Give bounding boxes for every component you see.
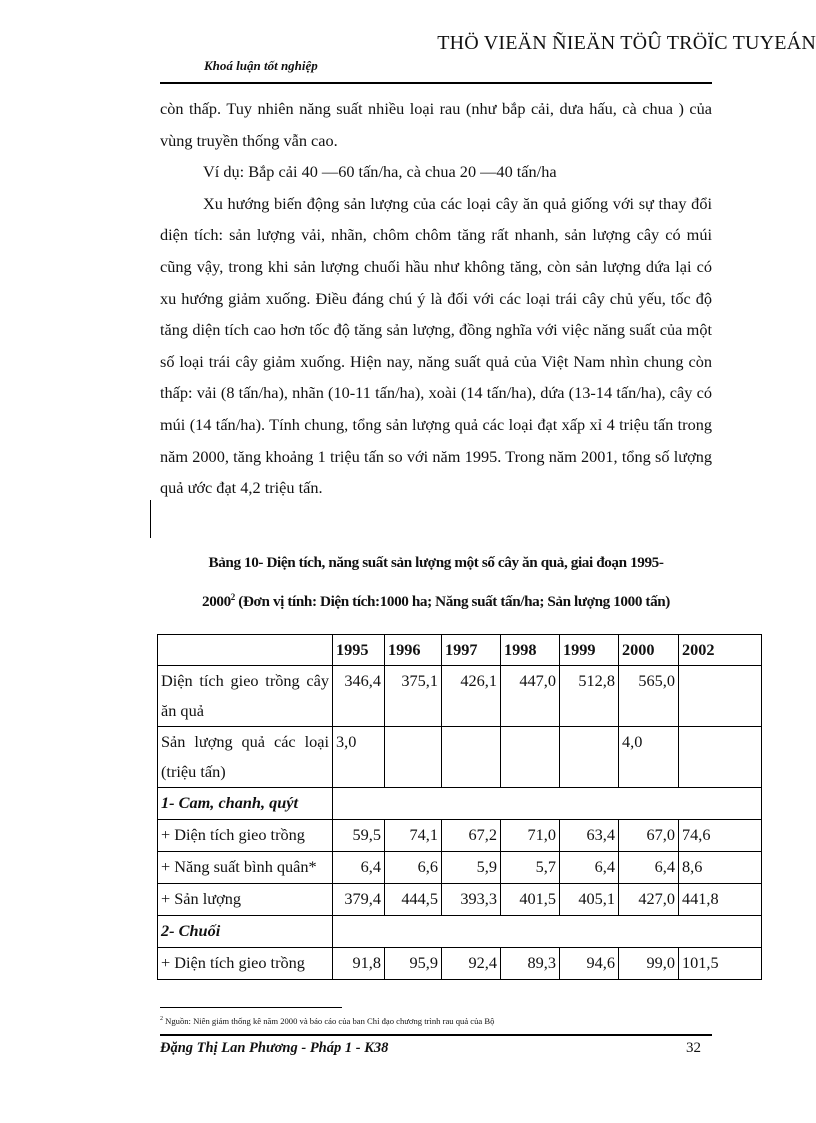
section-label: 1- Cam, chanh, quýt — [158, 788, 333, 820]
cell: 74,1 — [385, 820, 442, 852]
cell: 5,7 — [501, 852, 560, 884]
body-text — [160, 93, 712, 504]
cell — [385, 727, 442, 788]
cell: 91,8 — [333, 948, 385, 980]
cell: 89,3 — [501, 948, 560, 980]
table-row — [158, 884, 762, 916]
header-year: 2002 — [679, 635, 762, 666]
table-row — [158, 852, 762, 884]
cell: 74,6 — [679, 820, 762, 852]
page-number: 32 — [686, 1040, 701, 1056]
row-label: + Diện tích gieo trồng — [158, 820, 333, 852]
table-caption — [160, 545, 712, 619]
row-label: + Sản lượng — [158, 884, 333, 916]
paragraph: còn thấp. Tuy nhiên năng suất nhiều loại rau (như bắp cải, dưa hấu, cà chua ) của vùng truyền thống vẫn cao. — [160, 99, 712, 150]
cell: 99,0 — [619, 948, 679, 980]
cell: 63,4 — [560, 820, 619, 852]
cell: 6,4 — [333, 852, 385, 884]
section-span — [333, 916, 762, 948]
table-row — [158, 727, 762, 788]
cell: 59,5 — [333, 820, 385, 852]
cell: 5,9 — [442, 852, 501, 884]
header-year: 1998 — [501, 635, 560, 666]
cell — [501, 727, 560, 788]
cell: 444,5 — [385, 884, 442, 916]
cell: 375,1 — [385, 666, 442, 727]
running-header: Khoá luận tốt nghiệp — [204, 58, 318, 73]
cell: 565,0 — [619, 666, 679, 727]
caption-line-2 — [160, 580, 712, 619]
cell: 6,4 — [560, 852, 619, 884]
row-label: Diện tích gieo trồng cây ăn quả — [158, 666, 333, 727]
cell: 393,3 — [442, 884, 501, 916]
cell: 447,0 — [501, 666, 560, 727]
header-year: 1995 — [333, 635, 385, 666]
section-label: 2- Chuối — [158, 916, 333, 948]
row-label: Sản lượng quả các loại (triệu tấn) — [158, 727, 333, 788]
footer-rule — [160, 1034, 712, 1036]
footnote-rule — [160, 1007, 342, 1008]
table-header-row — [158, 635, 762, 666]
row-label: + Năng suất bình quân* — [158, 852, 333, 884]
paragraph: Ví dụ: Bắp cải 40 —60 tấn/ha, cà chua 20 —40 tấn/ha — [203, 162, 557, 182]
footnote-text: Nguồn: Niên giám thống kê năm 2000 và báo cáo của ban Chỉ đạo chương trình rau quả của Bộ — [163, 1016, 495, 1026]
header-year: 1996 — [385, 635, 442, 666]
cell: 426,1 — [442, 666, 501, 727]
cell — [442, 727, 501, 788]
cell: 8,6 — [679, 852, 762, 884]
cell: 71,0 — [501, 820, 560, 852]
cell: 401,5 — [501, 884, 560, 916]
cell: 101,5 — [679, 948, 762, 980]
section-span — [333, 788, 762, 820]
cell: 94,6 — [560, 948, 619, 980]
cell: 512,8 — [560, 666, 619, 727]
cell: 405,1 — [560, 884, 619, 916]
cell: 3,0 — [333, 727, 385, 788]
section-row — [158, 788, 762, 820]
cell: 67,0 — [619, 820, 679, 852]
footnote-ref: 2 — [230, 592, 235, 602]
cell: 67,2 — [442, 820, 501, 852]
cell — [560, 727, 619, 788]
caption-year: 2000 — [202, 593, 231, 611]
cell — [679, 727, 762, 788]
cell: 379,4 — [333, 884, 385, 916]
cell: 6,4 — [619, 852, 679, 884]
section-row — [158, 916, 762, 948]
header-year: 1997 — [442, 635, 501, 666]
cell: 427,0 — [619, 884, 679, 916]
header-year: 1999 — [560, 635, 619, 666]
cell: 4,0 — [619, 727, 679, 788]
cell — [679, 666, 762, 727]
cell: 92,4 — [442, 948, 501, 980]
table-row — [158, 948, 762, 980]
footer-author: Đặng Thị Lan Phương - Pháp 1 - K38 — [160, 1040, 389, 1056]
table-row — [158, 820, 762, 852]
fruit-table — [157, 634, 762, 980]
caption-units: (Đơn vị tính: Diện tích:1000 ha; Năng suất tấn/ha; Sản lượng 1000 tấn) — [234, 593, 670, 611]
table-row — [158, 666, 762, 727]
watermark-text: THÖ VIEÄN ÑIEÄN TÖÛ TRÖÏC TUYEÁN — [437, 32, 816, 54]
row-label: + Diện tích gieo trồng — [158, 948, 333, 980]
header-cell — [158, 635, 333, 666]
footnote-marker: 2 — [160, 1016, 163, 1023]
paragraph: Xu hướng biến động sản lượng của các loại cây ăn quả giống với sự thay đổi diện tích: sản lượng vải, nhãn, chôm chôm tăng rất nhanh, sản lượng cây có múi cũng vậy, trong khi sản lượng chuối hầu như không tăng, còn sản lượng dứa lại có xu hướng giảm xuống. Điều đáng chú ý là đối với các loại trái cây chủ yếu, tốc độ tăng diện tích cao hơn tốc độ tăng sản lượng, đồng nghĩa với việc năng suất của một số loại trái cây giảm xuống. Hiện nay, năng suất quả của Việt Nam nhìn chung còn thấp: vải (8 tấn/ha), nhãn (10-11 tấn/ha), xoài (14 tấn/ha), dứa (13-14 tấn/ha), cây có múi (14 tấn/ha). Tính chung, tổng sản lượng quả các loại đạt xấp xỉ 4 triệu tấn trong năm 2000, tăng khoảng 1 triệu tấn so với năm 1995. Trong năm 2001, tổng số lượng quả ước đạt 4,2 triệu tấn. — [160, 193, 712, 498]
cell: 95,9 — [385, 948, 442, 980]
header-rule — [160, 82, 712, 84]
change-bar — [150, 500, 151, 538]
cell: 346,4 — [333, 666, 385, 727]
footnote — [160, 1016, 494, 1026]
cell: 441,8 — [679, 884, 762, 916]
cell: 6,6 — [385, 852, 442, 884]
header-year: 2000 — [619, 635, 679, 666]
caption-line-1: Bảng 10- Diện tích, năng suất sản lượng một số cây ăn quả, giai đoạn 1995- — [208, 554, 664, 571]
